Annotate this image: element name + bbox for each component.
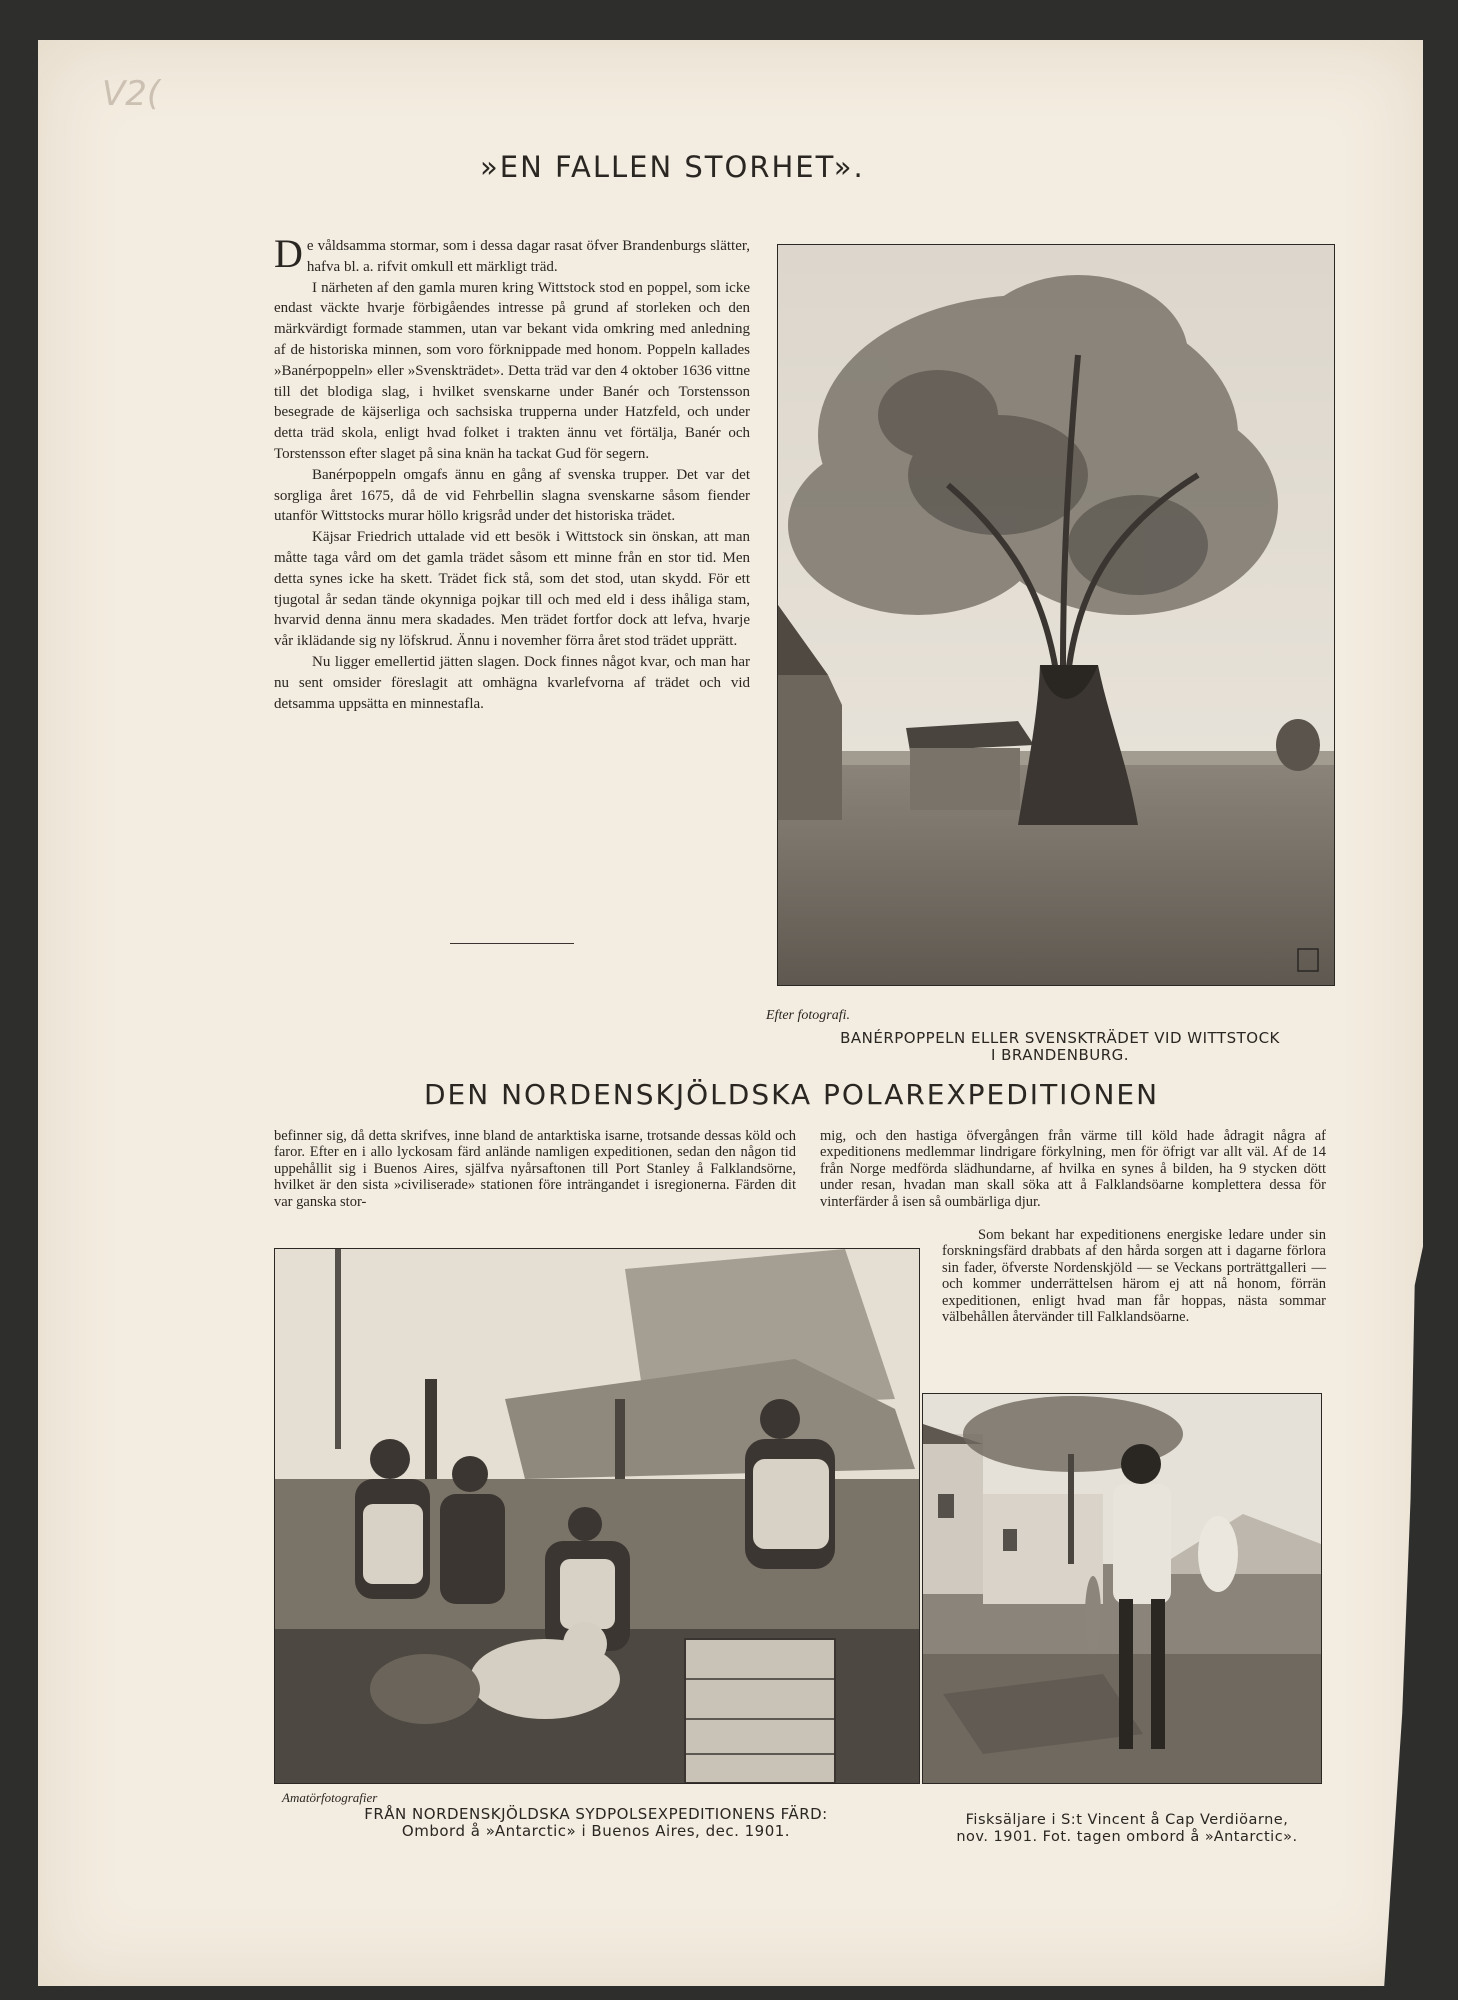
tree-photo-caption bbox=[780, 1030, 1340, 1064]
tree-caption-line-2: I BRANDENBURG. bbox=[990, 1046, 1130, 1064]
article-title-fallen-storhet: »EN FALLEN STORHET». bbox=[480, 150, 865, 184]
ship-photo-caption bbox=[274, 1806, 918, 1840]
paragraph-5: Nu ligger emellertid jätten slagen. Dock finnes något kvar, och man har nu sent omsider föreslagit att omhägna kvarlefvorna af trädet och vid detsamma uppsätta en minnestafla. bbox=[274, 653, 750, 712]
polar-photo-credit: Amatörfotografier bbox=[282, 1790, 378, 1805]
fish-seller-photo bbox=[922, 1393, 1322, 1784]
fish-caption-line-1: Fisksäljare i S:t Vincent å Cap Verdiöarne, bbox=[965, 1812, 1289, 1828]
tree-caption-line-1: BANÉRPOPPELN ELLER SVENSKTRÄDET VID WITTSTOCK bbox=[840, 1029, 1280, 1047]
polar-article-right-column bbox=[820, 1128, 1326, 1210]
polar-article-right-column-2 bbox=[942, 1227, 1326, 1325]
paragraph-1: De våldsamma stormar, som i dessa dagar rasat öfver Brandenburgs slätter, hafva bl. a. rifvit omkull ett märkligt träd. bbox=[274, 231, 750, 276]
fish-seller-photo-illustration bbox=[923, 1394, 1321, 1783]
polar-right-text-1: mig, och den hastiga öfvergången från värme till köld hade ådragit några af expeditionens medlemmar lindrigare förkylning, men för öfrigt var allt väl. Af de 14 från Norge medförda slädhundarne, af hvilka en synes å bilden, ha 9 stycken dött under resan, hvadan man skall söka att å Falklandsöarne komplettera dessa för vinterfärder å isen så oumbärliga djur. bbox=[820, 1128, 1326, 1210]
drop-cap: D bbox=[274, 231, 303, 276]
marginalia: V2( bbox=[102, 74, 161, 114]
polar-right-text-2: Som bekant har expeditionens energiske ledare under sin forskningsfärd drabbats af den hårda sorgen att i dagarne förlora sin fader, öfverste Nordenskjöld — se Veckans porträttgalleri — och kommer underrättelsen härom ej att nå honom, förrän expeditionen, enligt hvad man får hoppas, nästa sommar välbehållen återvänder till Falklandsöarne. bbox=[942, 1227, 1326, 1326]
ship-caption-line-2: Ombord å »Antarctic» i Buenos Aires, dec. 1901. bbox=[401, 1822, 791, 1840]
tree-photo bbox=[777, 244, 1335, 986]
paragraph-4: Käjsar Friedrich uttalade vid ett besök i Wittstock sin önskan, att man måtte taga vård om det gamla trädet såsom ett minne från en stor tid. Men detta synes icke ha skett. Trädet fick stå, som det stod, utan skydd. För ett tjugotal år sedan tände okynniga pojkar till och med eld i dess ihåliga stam, hvarvid denna ännu mera skadades. Men trädet fortfor dock att lefva, hvarje vår iklädande sig ny löfskrud. Ännu i novemher förra året stod trädet upprätt. bbox=[274, 529, 750, 650]
article-title-polarexpedition: DEN NORDENSKJÖLDSKA POLAREXPEDITIONEN bbox=[424, 1078, 1160, 1111]
ship-deck-photo bbox=[274, 1248, 920, 1784]
article-body-fallen-storhet bbox=[274, 231, 750, 714]
section-divider bbox=[450, 943, 574, 944]
fish-seller-photo-caption bbox=[922, 1812, 1332, 1846]
ship-deck-photo-illustration bbox=[275, 1249, 919, 1783]
polar-left-text: befinner sig, då detta skrifves, inne bland de antarktiska isarne, trotsande dessas köld och faror. Efter en i allo lyckosam färd anlände namligen expeditionen, sedan den någon tid uppehållit sig i Buenos Aires, själfva nyårsaftonen till Port Stanley å Falklandsörne, hvilket är den sista »civiliserade» stationen före inträngandet i isregionerna. Färden dit var ganska stor- bbox=[274, 1128, 796, 1210]
fish-caption-line-2: nov. 1901. Fot. tagen ombord å »Antarctic». bbox=[956, 1829, 1298, 1845]
paragraph-3: Banérpoppeln omgafs ännu en gång af svenska trupper. Det var det sorgliga året 1675, då de vid Fehrbellin slagna svenskarne såsom fiender utanför Wittstocks murar höllo krigsråd under det historiska trädet. bbox=[274, 466, 750, 525]
ship-caption-line-1: FRÅN NORDENSKJÖLDSKA SYDPOLSEXPEDITIONENS FÄRD: bbox=[364, 1805, 828, 1823]
polar-article-left-column bbox=[274, 1128, 796, 1210]
tree-photo-credit: Efter fotografi. bbox=[766, 1008, 850, 1023]
tree-photo-illustration bbox=[778, 245, 1334, 985]
paragraph-2: I närheten af den gamla muren kring Wittstock stod en poppel, som icke endast väckte hvarje förbigåendes intresse på grund af storleken och den märkvärdigt formade stammen, utan var bekant vida omkring med anledning af de historiska minnen, som voro förknippade med honom. Poppeln kallades »Banérpoppeln» eller »Svenskträdet». Detta träd var den 4 oktober 1636 vittne till det blodiga slag, i hvilket svenskarne under Banér och Torstensson besegrade de käjserliga och sachsiska trupperna under Hatzfeld, och under detta träd skola, enligt hvad folket i trakten ännu vet förtälja, Banér och Torstensson efter slaget på sina knän ha tackat Gud för segern. bbox=[274, 279, 750, 462]
